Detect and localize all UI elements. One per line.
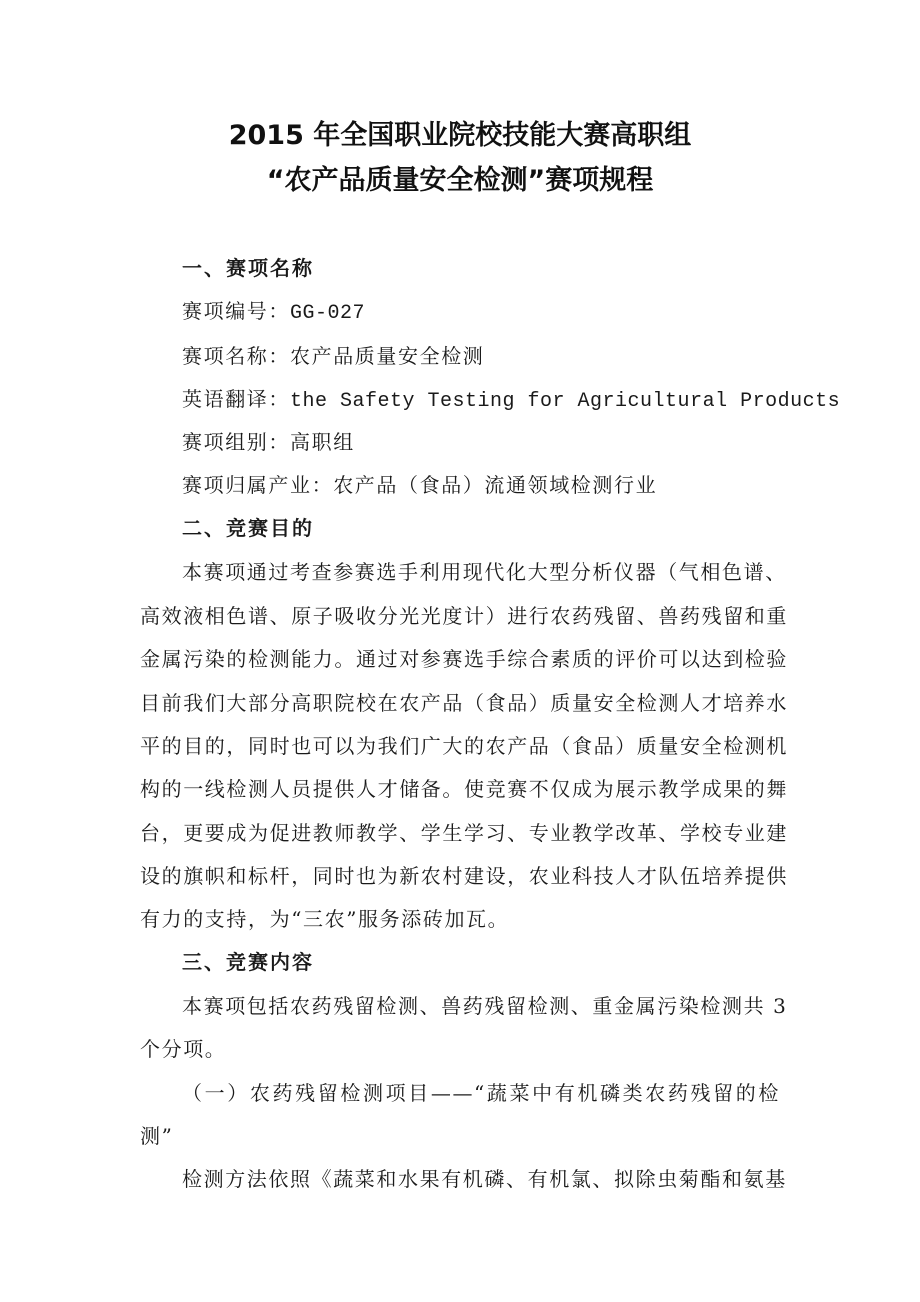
document-title-line-2: “农产品质量安全检测”赛项规程: [266, 165, 654, 196]
subsection-heading: （一）农药残留检测项目——“蔬菜中有机磷类农药残留的检: [182, 1081, 780, 1105]
paragraph-line: 高效液相色谱、原子吸收分光光度计）进行农药残留、兽药残留和重: [140, 604, 788, 628]
paragraph-line: 平的目的，同时也可以为我们广大的农产品（食品）质量安全检测机: [140, 734, 788, 758]
paragraph-line: 金属污染的检测能力。通过对参赛选手综合素质的评价可以达到检验: [140, 647, 788, 671]
section-heading-3: 三、竞赛内容: [182, 950, 314, 974]
paragraph-line: 有力的支持，为“三农”服务添砖加瓦。: [140, 907, 510, 931]
field-value: 高职组: [290, 430, 355, 454]
section-heading-2: 二、竞赛目的: [182, 516, 314, 540]
paragraph-line: 本赛项包括农药残留检测、兽药残留检测、重金属污染检测共 3: [182, 994, 788, 1018]
paragraph-line: 台，更要成为促进教师教学、学生学习、专业教学改革、学校专业建: [140, 821, 788, 845]
field-event-industry: [182, 469, 657, 498]
paragraph-line: 目前我们大部分高职院校在农产品（食品）质量安全检测人才培养水: [140, 691, 788, 715]
field-value: 农产品质量安全检测: [290, 344, 485, 368]
field-label: 英语翻译：: [182, 387, 290, 411]
field-value: GG-027: [290, 302, 366, 325]
field-english-translation: [182, 383, 840, 413]
paragraph-line: 本赛项通过考查参赛选手利用现代化大型分析仪器（气相色谱、: [182, 560, 787, 584]
paragraph-line: 检测方法依照《蔬菜和水果有机磷、有机氯、拟除虫菊酯和氨基: [182, 1167, 787, 1191]
paragraph-line: 设的旗帜和标杆，同时也为新农村建设，农业科技人才队伍培养提供: [140, 864, 788, 888]
field-event-group: [182, 426, 355, 455]
field-label: 赛项名称：: [182, 344, 290, 368]
field-value: 农产品（食品）流通领域检测行业: [333, 473, 658, 497]
section-heading-1: 一、赛项名称: [182, 256, 314, 280]
field-event-code: [182, 295, 365, 325]
field-label: 赛项归属产业：: [182, 473, 334, 497]
paragraph-line: 个分项。: [140, 1037, 227, 1061]
field-label: 赛项编号：: [182, 299, 290, 323]
field-value: the Safety Testing for Agricultural Products: [290, 390, 841, 413]
paragraph-line: 构的一线检测人员提供人才储备。使竞赛不仅成为展示教学成果的舞: [140, 777, 788, 801]
paragraph-line: 测”: [140, 1124, 174, 1148]
field-label: 赛项组别：: [182, 430, 290, 454]
document-title-line-1: 2015 年全国职业院校技能大赛高职组: [228, 120, 692, 151]
field-event-name: [182, 340, 484, 369]
